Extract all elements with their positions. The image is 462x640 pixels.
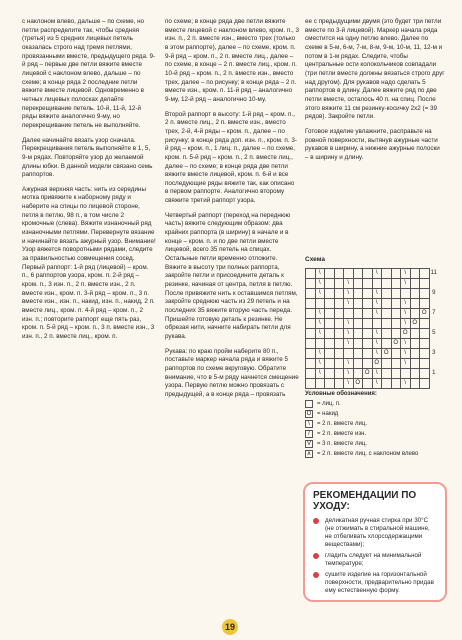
scheme-cell: \ — [401, 379, 411, 389]
scheme-cell: \ — [344, 279, 354, 289]
legend-symbol — [305, 400, 313, 408]
legend-symbol: \ — [305, 420, 313, 428]
scheme-cell: \ — [401, 269, 411, 279]
scheme-cell — [334, 289, 344, 299]
bullet-icon — [313, 518, 319, 524]
scheme-cell: O — [410, 319, 420, 329]
scheme-cell — [325, 289, 335, 299]
scheme-cell — [334, 359, 344, 369]
scheme-cell — [334, 319, 344, 329]
scheme-cell — [325, 349, 335, 359]
scheme-cell — [353, 329, 363, 339]
scheme-cell — [334, 369, 344, 379]
scheme-cell: \ — [315, 279, 325, 289]
scheme-cell — [325, 279, 335, 289]
scheme-row-label — [429, 359, 439, 369]
scheme-cell: \ — [401, 359, 411, 369]
scheme-cell — [372, 279, 382, 289]
scheme-cell — [334, 309, 344, 319]
legend-item — [305, 430, 455, 438]
scheme-cell — [334, 269, 344, 279]
scheme-cell — [410, 379, 420, 389]
scheme-cell: \ — [401, 319, 411, 329]
scheme-cell — [353, 299, 363, 309]
scheme-cell — [306, 309, 316, 319]
scheme-cell — [353, 339, 363, 349]
scheme-cell — [391, 299, 401, 309]
scheme-cell — [363, 299, 373, 309]
scheme-cell — [315, 299, 325, 309]
scheme-cell — [420, 319, 430, 329]
care-item — [313, 517, 437, 549]
scheme-cell — [344, 309, 354, 319]
scheme-cell — [363, 349, 373, 359]
scheme-cell — [410, 309, 420, 319]
care-title: РЕКОМЕНДАЦИИ ПО УХОДУ: — [313, 490, 417, 512]
legend-symbol: / — [305, 430, 313, 438]
scheme-cell — [391, 289, 401, 299]
scheme-cell: \ — [401, 349, 411, 359]
care-item — [313, 571, 437, 595]
scheme-cell: O — [391, 339, 401, 349]
scheme-cell: \ — [372, 379, 382, 389]
scheme-cell — [325, 299, 335, 309]
scheme-cell — [315, 379, 325, 389]
scheme-cell — [391, 319, 401, 329]
scheme-cell — [382, 339, 392, 349]
legend-item — [305, 400, 455, 408]
paragraph: с наклоном влево, дальше – по схеме, но петли распределите так, чтобы средняя (третья) из 5 средних лицевых петель оказалась строго над тремя петлями, провязанными вместе, предыдущего ряда. 9-й ряд – первые две петли вяжите вместе лицевой с наклоном влево, дальше – по схеме; в конце ряда 2 последние петли вяжите вместе лицевой. Одновременно в четных лицевых полосках делайте перекрещивание петель. 10-й, 11-й, 12-й ряды вяжите аналогично 9-му, но перекрещивание петель не выполняйте. — [22, 18, 156, 129]
scheme-cell — [306, 359, 316, 369]
scheme-cell — [391, 379, 401, 389]
paragraph: ее с предыдущими двумя (это будет три петли вместе по 3-й лицевой). Маркер начала ряда сместится на одну петлю влево. Далее по схеме в 5-м, 6-м, 7-м, 8-м, 9-м, 10-м, 11, 12-м и потом в 1-м рядах. Следите, чтобы центральные ости колокольчиков совпадали (три петли вместе должны вязаться строго друг над другом). Для рукавов надо сделать 5 раппортов в длину. Далее вяжите ряд по две петли вместе, осталось 40 п. на спиц. После этого вяжите 11 см резинку-косичку 2х2 (= 39 рядов). Закройте петли. — [305, 18, 445, 121]
scheme-cell — [363, 339, 373, 349]
scheme-cell — [391, 369, 401, 379]
scheme-cell: \ — [344, 289, 354, 299]
scheme-cell — [325, 379, 335, 389]
scheme-cell: \ — [344, 319, 354, 329]
scheme-cell — [306, 379, 316, 389]
scheme-cell — [410, 329, 420, 339]
scheme-cell: \ — [372, 299, 382, 309]
scheme-cell: \ — [315, 359, 325, 369]
scheme-cell — [353, 359, 363, 369]
scheme-row-label: 7 — [432, 310, 436, 316]
scheme-cell — [391, 269, 401, 279]
scheme-cell — [353, 319, 363, 329]
legend-item — [305, 420, 455, 428]
scheme-cell — [420, 279, 430, 289]
scheme-cell: \ — [315, 349, 325, 359]
scheme-cell — [344, 349, 354, 359]
scheme-cell — [334, 299, 344, 309]
scheme-cell — [334, 349, 344, 359]
scheme-cell — [382, 309, 392, 319]
scheme-row-label: 3 — [432, 350, 436, 356]
scheme-cell: \ — [315, 319, 325, 329]
scheme-cell — [325, 329, 335, 339]
scheme-cell: \ — [401, 299, 411, 309]
scheme-cell — [306, 339, 316, 349]
scheme-cell: \ — [372, 289, 382, 299]
scheme-cell: \ — [344, 379, 354, 389]
scheme-row-label: 1 — [432, 370, 436, 376]
scheme-cell — [306, 299, 316, 309]
legend-item — [305, 450, 455, 458]
legend-label: = 2 п. вместе изн. — [317, 431, 367, 437]
bullet-icon — [313, 553, 319, 559]
scheme-cell — [410, 289, 420, 299]
scheme-cell — [363, 289, 373, 299]
scheme-cell: O — [372, 359, 382, 369]
scheme-cell — [353, 289, 363, 299]
scheme-row-label: 9 — [432, 290, 436, 296]
legend-label: = 3 п. вместе лиц. — [317, 441, 367, 447]
scheme-cell — [410, 349, 420, 359]
scheme-cell: \ — [344, 329, 354, 339]
scheme-cell — [363, 329, 373, 339]
scheme-cell: \ — [372, 369, 382, 379]
scheme-cell — [382, 369, 392, 379]
text-column-1 — [22, 18, 156, 342]
care-item — [313, 552, 437, 568]
scheme-cell — [382, 319, 392, 329]
scheme-cell: \ — [372, 339, 382, 349]
scheme-row-label — [429, 379, 439, 389]
scheme-cell: \ — [401, 339, 411, 349]
care-item-text: гладить следует на минимальной температуре; — [325, 552, 422, 567]
scheme-cell — [334, 339, 344, 349]
scheme-cell — [391, 329, 401, 339]
scheme-cell: \ — [344, 369, 354, 379]
scheme-cell: \ — [372, 349, 382, 359]
scheme-cell — [382, 379, 392, 389]
scheme-cell: \ — [372, 309, 382, 319]
scheme-cell — [372, 319, 382, 329]
scheme-cell — [382, 299, 392, 309]
scheme-cell — [391, 279, 401, 289]
scheme-row-label: 5 — [432, 330, 436, 336]
scheme-cell: \ — [401, 309, 411, 319]
scheme-cell — [420, 269, 430, 279]
paragraph: Далее начинайте вязать узор сначала. Перекрещивания петель выполняйте в 1, 5, 9-м рядах. Повторяйте узор до желаемой длины юбки. В данной модели связано семь раппортов. — [22, 136, 153, 179]
scheme-cell — [420, 359, 430, 369]
care-item-text: сушите изделие на горизонтальной поверхности, предварительно придав ему естественную форму. — [325, 571, 434, 594]
scheme-cell: \ — [372, 329, 382, 339]
scheme-cell — [391, 309, 401, 319]
text-column-2 — [165, 18, 299, 400]
scheme-cell: \ — [344, 299, 354, 309]
scheme-row-label — [429, 279, 439, 289]
legend-symbol: V — [306, 441, 311, 447]
scheme-cell — [306, 369, 316, 379]
scheme-cell — [334, 329, 344, 339]
scheme-cell: O — [363, 369, 373, 379]
scheme-cell — [306, 329, 316, 339]
scheme-cell — [410, 339, 420, 349]
scheme-cell — [306, 289, 316, 299]
legend-title: Условные обозначения: — [305, 391, 377, 397]
scheme-cell — [401, 289, 411, 299]
legend-label: = 2 п. вместе лиц. — [317, 421, 367, 427]
scheme-cell — [420, 329, 430, 339]
text-column-3 — [305, 18, 445, 163]
legend-label: = накид — [317, 411, 339, 417]
scheme-cell — [325, 339, 335, 349]
paragraph: Готовое изделие увлажните, расправьте на ровной поверхности, вытянув ажурные части рукавов в ширину, а нижние ажурные полоски – в ширину и длину. — [305, 127, 440, 161]
scheme-cell — [325, 309, 335, 319]
scheme-cell: \ — [315, 289, 325, 299]
scheme-cell — [363, 269, 373, 279]
scheme-cell — [410, 269, 420, 279]
scheme-cell — [382, 329, 392, 339]
legend-item — [305, 440, 455, 448]
scheme-cell — [420, 349, 430, 359]
care-item-text: деликатная ручная стирка при 30°С (не отжимать в стиральной машине, не отбеливать хлорсодержащими веществами); — [325, 517, 430, 548]
scheme-row-label: 11 — [430, 270, 437, 276]
scheme-cell — [306, 269, 316, 279]
scheme-cell — [363, 319, 373, 329]
scheme-cell — [353, 269, 363, 279]
scheme-cell: O — [420, 309, 430, 319]
bullet-icon — [313, 572, 319, 578]
scheme-cell: \ — [401, 279, 411, 289]
scheme-cell — [363, 309, 373, 319]
paragraph: Рукава: по краю пройм наберите 80 п., поставьте маркер начала ряда и вяжите 5 раппортов по схеме вкруговую. Обратите внимание, что в 5-м ряду начнется смещение узора. Первую петлю можно провязать с предыдущей, а в конце ряда – провязать — [165, 347, 299, 398]
scheme-cell — [353, 369, 363, 379]
scheme-cell — [353, 309, 363, 319]
scheme-cell — [410, 299, 420, 309]
scheme-cell: O — [353, 379, 363, 389]
scheme-cell — [306, 349, 316, 359]
scheme-cell: \ — [344, 339, 354, 349]
scheme-cell — [420, 379, 430, 389]
scheme-cell — [334, 379, 344, 389]
scheme-cell — [306, 319, 316, 329]
scheme-cell — [382, 279, 392, 289]
scheme-cell — [391, 349, 401, 359]
scheme-cell — [325, 269, 335, 279]
scheme-cell — [382, 289, 392, 299]
legend-symbol: ∧ — [306, 451, 312, 457]
scheme-cell — [420, 289, 430, 299]
legend-label: = 2 п. вместе лиц. с наклоном влево — [317, 451, 419, 457]
scheme-cell — [325, 319, 335, 329]
scheme-cell: \ — [344, 359, 354, 369]
scheme-cell — [353, 279, 363, 289]
scheme-cell — [363, 359, 373, 369]
scheme-cell — [382, 359, 392, 369]
care-recommendations-box — [303, 482, 447, 602]
legend-label: = лиц. п. — [317, 401, 341, 407]
scheme-row-label — [429, 339, 439, 349]
knitting-scheme-grid — [305, 268, 439, 389]
scheme-cell — [363, 379, 373, 389]
scheme-cell: \ — [315, 309, 325, 319]
scheme-cell — [315, 339, 325, 349]
scheme-cell — [334, 279, 344, 289]
scheme-cell — [363, 279, 373, 289]
scheme-cell: \ — [372, 269, 382, 279]
scheme-cell — [401, 369, 411, 379]
scheme-cell — [325, 359, 335, 369]
scheme-cell — [420, 299, 430, 309]
legend — [305, 390, 455, 458]
scheme-cell — [410, 279, 420, 289]
scheme-cell — [420, 369, 430, 379]
paragraph: Четвертый раппорт (переход на переднюю часть) вяжите следующим образом: два крайних раппорта (в ширину) в начале и в конце – кром. п. и по две петли вместе лицевой, всего 35 петель на спицах. Остальные петли временно отложите. Вяжите в высоту три полных раппорта, закройте петли и присоедините деталь к резинке, начиная от центра, петля в петлю. После привяжите нить к оставшимся петлям, закройте среднюю часть из 29 петель и на последних 35 вяжите вторую часть переда. Пришейте готовую деталь к резинке. Не обрезая нити, начните набирать петли для рукава. — [165, 211, 298, 340]
scheme-cell — [420, 339, 430, 349]
scheme-cell — [410, 369, 420, 379]
scheme-cell — [325, 369, 335, 379]
scheme-cell — [382, 269, 392, 279]
scheme-cell: \ — [315, 269, 325, 279]
scheme-cell: \ — [315, 369, 325, 379]
scheme-cell — [391, 359, 401, 369]
scheme-cell: O — [401, 329, 411, 339]
paragraph: Ажурная верхняя часть: нить из середины мотка привяжите к наборному ряду и наберите на спицы по лицевой стороне, петля в петлю, 98 п., в том числе 2 кромочные (слева). Вяжите изнаночный ряд изнаночными петлями. Перевернуте вязание и начинайте вязать ажурный узор. Внимание! Узор вяжется поворотными рядами, следите за правильностью совмещения сосед. Первый раппорт: 1-й ряд (лицевой) – кром. п., 6 раппортов узора, кром. п. 2-й ряд – кром. п., 3 изн. п., 2 п. вместе изн., 2 п. вместе изн., кром. п. 3-й ряд – кром. п., 3 п. вместе изн., изн. п., накид, изн. п., накид, 2 п. вместе лиц., кром. п. 4-й ряд – кром. п., 2 изн. п.; повторите раппорт еще пять раз, кром. п. 5-й ряд – кром. п., 3 п. вместе изн., 3 изн. п., 2 п. вместе лиц., кром. п. — [22, 185, 156, 340]
scheme-cell: O — [382, 349, 392, 359]
scheme-cell: \ — [315, 329, 325, 339]
legend-symbol: O — [306, 411, 312, 417]
scheme-row-label — [429, 319, 439, 329]
scheme-cell — [306, 279, 316, 289]
scheme-cell — [353, 349, 363, 359]
scheme-title: Схема — [305, 256, 326, 263]
scheme-row-label — [429, 299, 439, 309]
page-number: 19 — [222, 619, 238, 635]
scheme-cell — [410, 359, 420, 369]
legend-item — [305, 410, 455, 418]
paragraph: Второй раппорт в высоту: 1-й ряд – кром. п., 2 п. вместе лиц., 2 п. вместе изн., вместо трех, 2-й, 4-й ряды – кром. п., далее – по рисунку; в конце ряда доп. изн. п., кром. п. 3-й ряд – кром. п., 1 лиц. п., далее – по схеме, кром. п. 5-й ряд – кром. п., 2 п. вместе лиц., далее – по схеме; в конце ряда две петли вяжите вместе лицевой, кром. п. 6-й и все последующие ряды вяжите так, как описано в первом раппорте. Аналогично второму свяжите третий раппорт узора. — [165, 110, 297, 205]
paragraph: по схеме; в конце ряда две петли вяжите вместе лицевой с наклоном влево, кром. п., 3 изн. п., 2 п. вместе изн., вместо трех (только в этом раппорте), далее – по схеме, кром. п. 9-й ряд – кром. п., 2 п. вместе лиц., далее – по схеме, в конце – 2 п. вместе лиц., кром. п. 10-й ряд – кром. п., 2 п. вместе изн., вместо трех, далее – по рисунку; в конце ряда – 2 п. вместе изн., кром. п. 11-й ряд – аналогично 9-му, 12-й ряд – аналогично 10-му. — [165, 18, 299, 103]
scheme-cell — [344, 269, 354, 279]
